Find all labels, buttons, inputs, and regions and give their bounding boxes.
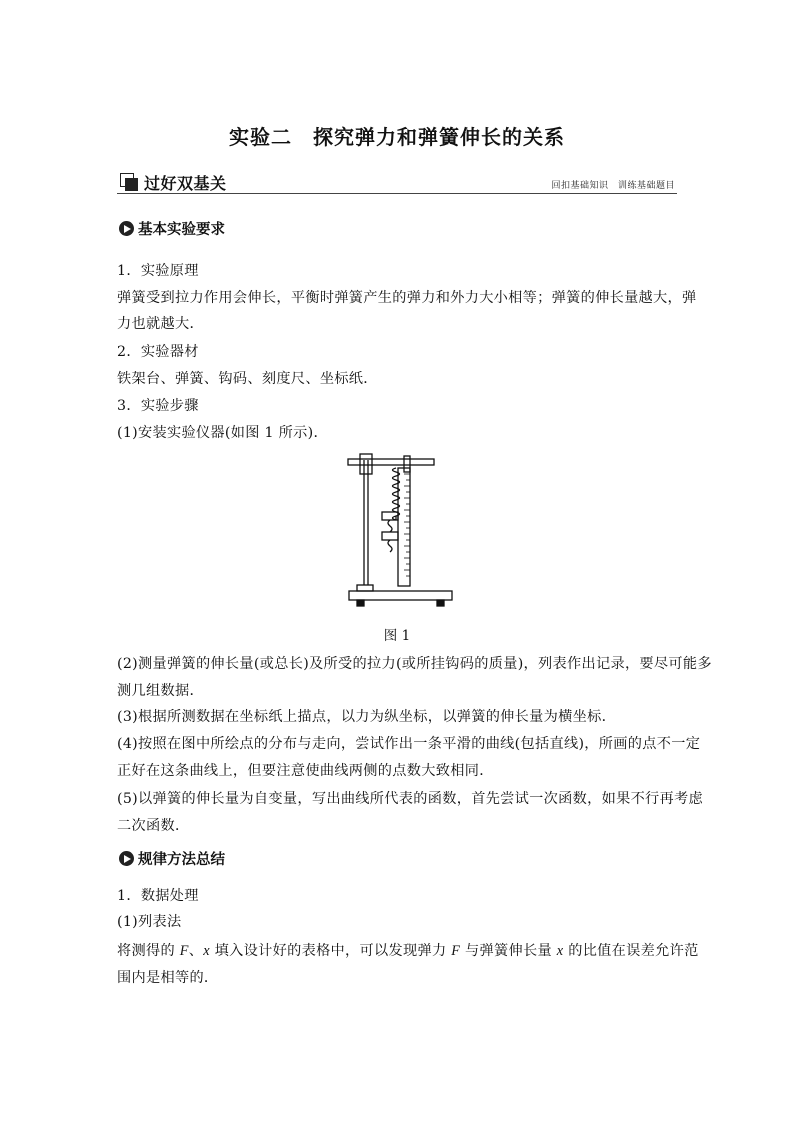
text-run: 填入设计好的表格中，可以发现弹力: [209, 943, 452, 959]
subheading-method: [119, 848, 225, 869]
subheading-method-label: 规律方法总结: [138, 852, 225, 868]
var-x: x: [203, 943, 210, 959]
figure-caption: 图 1: [383, 628, 411, 644]
step-4-line-1: (4)按照在图中所绘点的分布与走向，尝试作出一条平滑的曲线(包括直线)，所画的点不一定: [117, 736, 701, 752]
step-4-line-2: 正好在这条曲线上，但要注意使曲线两侧的点数大致相同．: [117, 763, 494, 779]
apparatus-figure: [340, 452, 460, 612]
section-header: [117, 170, 677, 194]
section-rule: [117, 193, 677, 194]
method-1-line-2: 围内是相等的．: [117, 970, 219, 986]
page-title: 实验二 探究弹力和弹簧伸长的关系: [229, 125, 565, 149]
subheading-basic: [119, 218, 225, 239]
play-circle-icon: [119, 851, 134, 866]
step-1: (1)安装实验仪器(如图 1 所示)．: [117, 425, 328, 441]
section-icon: [120, 173, 138, 191]
method-1-title: 1．数据处理: [117, 888, 199, 904]
stand-base: [349, 591, 452, 600]
var-x: x: [556, 943, 564, 959]
step-5-line-1: (5)以弹簧的伸长量为自变量，写出曲线所代表的函数，首先尝试一次函数，如果不行再考虑: [117, 791, 704, 807]
principle-line-1: 弹簧受到拉力作用会伸长，平衡时弹簧产生的弹力和外力大小相等；弹簧的伸长量越大，弹: [117, 290, 697, 306]
item2-title: 2．实验器材: [117, 344, 199, 360]
var-f: F: [451, 943, 461, 959]
step-5-line-2: 二次函数．: [117, 818, 190, 834]
subheading-basic-label: 基本实验要求: [138, 222, 225, 238]
materials-line: 铁架台、弹簧、钩码、刻度尺、坐标纸．: [117, 371, 378, 387]
section-title: 过好双基关: [144, 174, 227, 193]
text-run: 的比值在误差允许范: [563, 943, 699, 959]
var-f: F: [179, 943, 189, 959]
step-2-line-2: 测几组数据．: [117, 683, 204, 699]
text-run: 、: [188, 943, 204, 959]
principle-line-2: 力也就越大．: [117, 316, 204, 332]
play-circle-icon: [119, 221, 134, 236]
method-1-line-1: [117, 940, 699, 960]
item1-title: 1．实验原理: [117, 263, 199, 279]
section-note: 回扣基础知识 训练基础题目: [551, 181, 675, 191]
method-1-sub: (1)列表法: [117, 914, 182, 930]
text-run: 将测得的: [117, 943, 180, 959]
step-2-line-1: (2)测量弹簧的伸长量(或总长)及所受的拉力(或所挂钩码的质量)，列表作出记录，要尽可能多: [117, 656, 712, 672]
step-3: (3)根据所测数据在坐标纸上描点，以力为纵坐标，以弹簧的伸长量为横坐标．: [117, 709, 617, 725]
text-run: 与弹簧伸长量: [460, 943, 557, 959]
item3-title: 3．实验步骤: [117, 398, 199, 414]
